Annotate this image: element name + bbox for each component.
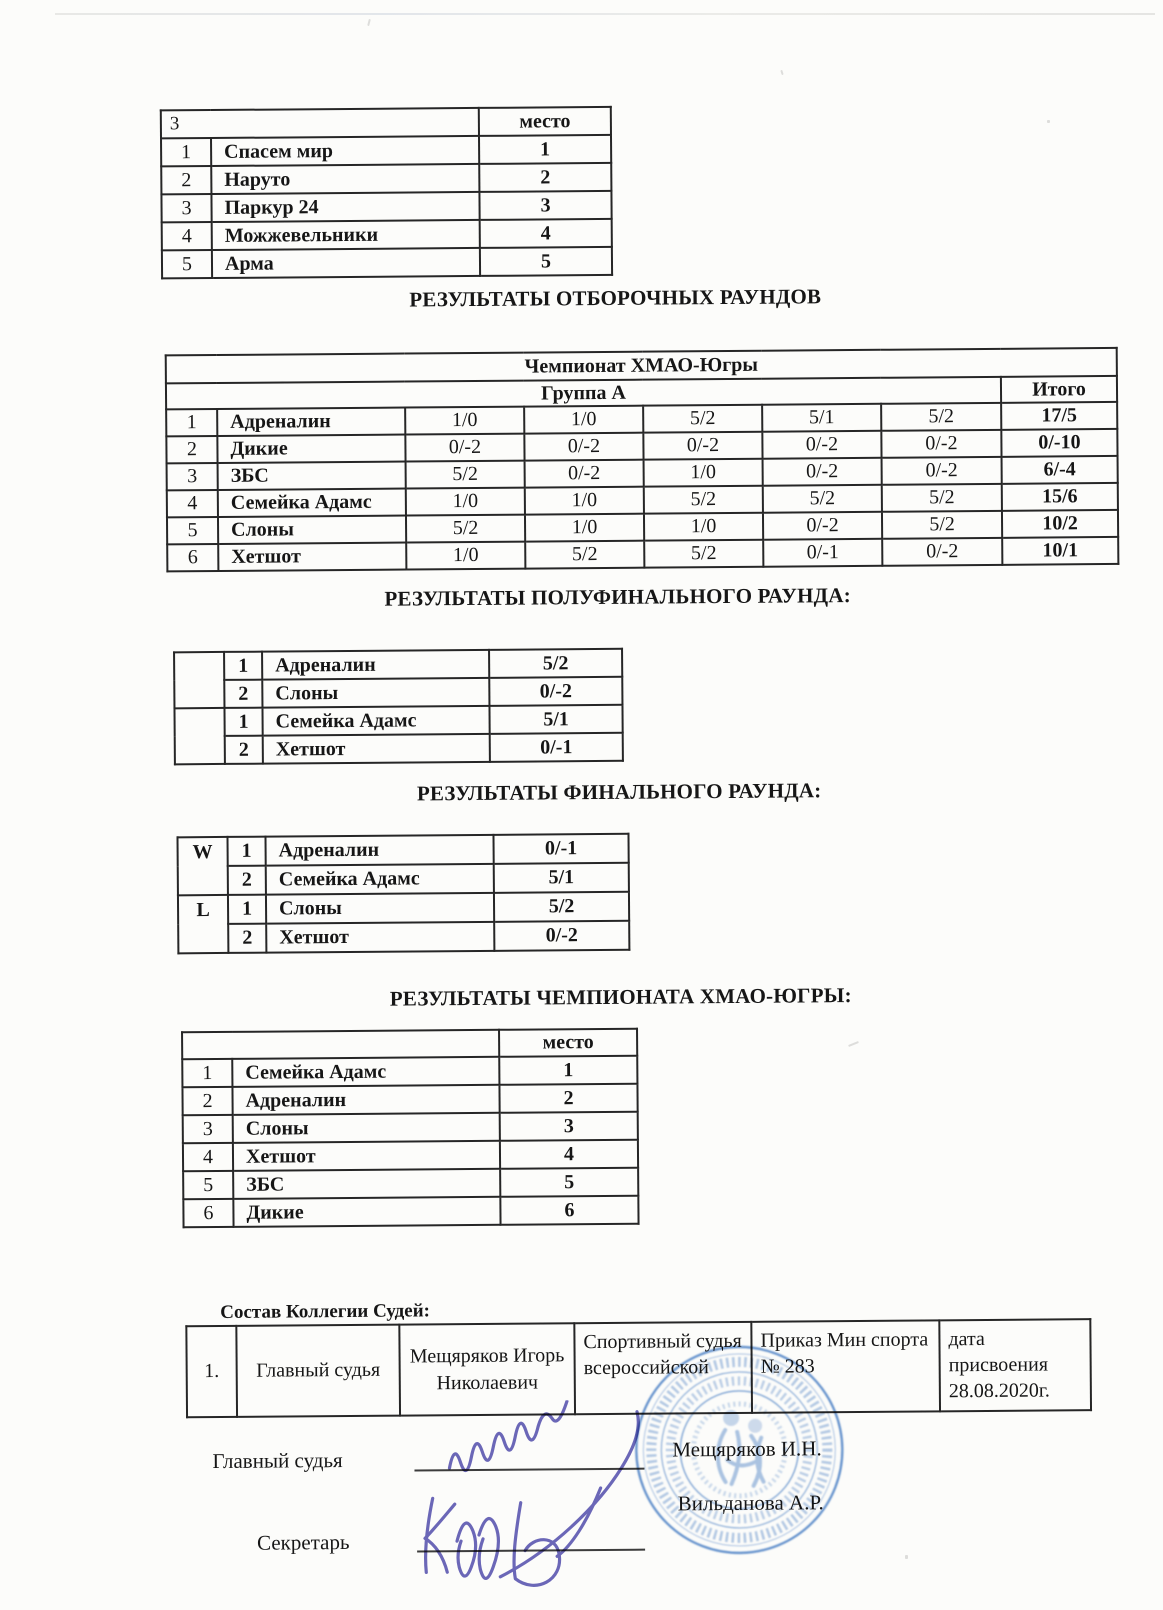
overall-places-table: [181, 1028, 640, 1229]
table-row: [162, 219, 612, 251]
table-row: [183, 1168, 638, 1200]
score-cell: 0/-2: [489, 677, 622, 706]
score-cell: 1/0: [406, 488, 525, 516]
judge-order-cell: Приказ Мин спорта № 283: [751, 1320, 940, 1412]
empty-bracket-cell: [174, 708, 224, 764]
row-number-cell: 1: [182, 1059, 232, 1087]
table-header-row: [182, 1029, 637, 1060]
row-number-cell: 5: [167, 517, 218, 544]
semifinal-table: [173, 648, 624, 766]
score-cell: 1/0: [524, 406, 643, 434]
team-name-cell: Можжевельники: [212, 220, 480, 250]
team-name-cell: Спасем мир: [211, 136, 479, 166]
row-number-cell: 4: [162, 222, 212, 250]
score-cell: 0/-2: [763, 512, 882, 540]
score-cell: 5/2: [763, 485, 882, 513]
table-row: [161, 191, 611, 223]
table-row: [174, 677, 622, 709]
chief-judge-name: Мещяряков И.Н.: [672, 1436, 822, 1462]
row-number-cell: 4: [183, 1143, 233, 1171]
team-name-cell: Слоны: [266, 893, 494, 924]
row-number-cell: 2: [182, 1087, 232, 1115]
score-cell: 1/0: [405, 407, 524, 435]
secretary-signature-label: Секретарь: [256, 1529, 350, 1555]
score-cell: 1/0: [644, 513, 763, 541]
table-row: [161, 135, 611, 167]
place-cell: 2: [479, 163, 611, 192]
score-cell: 5/1: [762, 404, 881, 432]
team-name-cell: Хетшот: [266, 922, 494, 953]
score-cell: 0/-1: [490, 733, 623, 762]
preliminary-places-table: [160, 106, 613, 280]
score-cell: 0/-2: [524, 433, 643, 461]
team-name-cell: Семейка Адамс: [262, 706, 489, 736]
judge-date-cell: дата присвоения 28.08.2020г.: [939, 1319, 1091, 1411]
score-cell: 1/0: [644, 459, 763, 487]
row-number-cell: 6: [167, 544, 218, 571]
judge-number-cell: 1.: [186, 1326, 237, 1417]
team-name-cell: Семейка Адамс: [218, 489, 406, 517]
group-round-table: [165, 347, 1120, 572]
total-cell: 17/5: [1001, 402, 1117, 430]
table-row: [182, 1056, 637, 1088]
place-cell: 1: [499, 1056, 637, 1085]
table-row: [178, 863, 629, 896]
row-number-cell: 3: [167, 463, 218, 490]
judge-name-cell: Мещяряков Игорь Николаевич: [399, 1323, 575, 1415]
corner-note-cell: 3: [161, 108, 479, 138]
empty-cell: [182, 1030, 499, 1059]
score-cell: 5/2: [644, 486, 763, 514]
team-name-cell: Хетшот: [233, 1141, 500, 1171]
team-name-cell: Адреналин: [232, 1085, 499, 1115]
score-cell: 5/2: [643, 405, 762, 433]
score-cell: 1/0: [525, 487, 644, 515]
team-name-cell: Адреналин: [217, 408, 405, 436]
semifinal-round-heading: РЕЗУЛЬТАТЫ ПОЛУФИНАЛЬНОГО РАУНДА:: [384, 583, 851, 611]
winner-bracket-cell: W: [177, 837, 227, 895]
table-row: [161, 163, 611, 195]
table-row: [183, 1112, 638, 1144]
row-number-cell: 2: [225, 736, 263, 764]
score-cell: 5/2: [489, 649, 622, 678]
loser-bracket-cell: L: [178, 895, 228, 953]
score-cell: 5/2: [525, 541, 644, 569]
table-row: [182, 1084, 637, 1116]
table-row: [174, 649, 622, 681]
total-header-cell: Итого: [1001, 376, 1117, 403]
score-cell: 1/0: [406, 542, 525, 570]
table-row: [175, 733, 623, 765]
score-cell: 0/-2: [882, 457, 1002, 485]
championship-title-cell: Чемпионат ХМАО-Югры: [166, 348, 1117, 383]
total-cell: 10/1: [1002, 537, 1118, 565]
row-number-cell: 1: [161, 138, 211, 166]
place-cell: 6: [500, 1196, 638, 1225]
row-number-cell: 1: [228, 895, 266, 924]
row-number-cell: 5: [162, 250, 212, 278]
row-number-cell: 3: [161, 194, 211, 222]
score-cell: 0/-2: [762, 431, 881, 459]
row-number-cell: 1: [224, 652, 262, 680]
team-name-cell: Паркур 24: [211, 192, 479, 222]
team-name-cell: Семейка Адамс: [266, 864, 494, 895]
score-cell: 0/-2: [881, 430, 1001, 458]
total-cell: 15/6: [1002, 483, 1118, 511]
table-header-row: [161, 107, 611, 139]
team-name-cell: Адреналин: [262, 650, 489, 680]
row-number-cell: 2: [166, 436, 217, 463]
championship-results-heading: РЕЗУЛЬТАТЫ ЧЕМПИОНАТА ХМАО-ЮГРЫ:: [389, 983, 852, 1011]
score-cell: 0/-2: [763, 458, 882, 486]
final-round-heading: РЕЗУЛЬТАТЫ ФИНАЛЬНОГО РАУНДА:: [416, 778, 822, 806]
team-name-cell: ЗБС: [218, 462, 406, 490]
score-cell: 0/-2: [882, 538, 1002, 566]
row-number-cell: 3: [183, 1115, 233, 1143]
place-cell: 2: [499, 1084, 637, 1113]
row-number-cell: 1: [224, 708, 262, 736]
team-name-cell: Слоны: [218, 516, 406, 544]
score-cell: 5/2: [494, 892, 629, 922]
judge-role-cell: Главный судья: [236, 1325, 400, 1417]
team-name-cell: Наруто: [211, 164, 479, 194]
score-cell: 5/2: [644, 540, 763, 568]
table-row: [162, 247, 612, 279]
group-label-cell: Группа А: [166, 377, 1001, 410]
team-name-cell: Дикие: [217, 435, 405, 463]
score-cell: 5/2: [882, 511, 1002, 539]
team-name-cell: Адреналин: [265, 835, 493, 866]
handwritten-signatures-ink: [404, 1399, 686, 1601]
score-cell: 5/2: [881, 403, 1001, 431]
place-cell: 4: [480, 219, 612, 248]
table-row: [178, 892, 629, 925]
place-cell: 5: [500, 1168, 638, 1197]
place-header-cell: место: [499, 1029, 637, 1057]
team-name-cell: Дикие: [233, 1197, 500, 1227]
row-number-cell: 5: [183, 1171, 233, 1199]
table-row: [178, 921, 629, 954]
team-name-cell: Арма: [212, 248, 480, 278]
row-number-cell: 2: [224, 680, 262, 708]
team-name-cell: Слоны: [233, 1113, 500, 1143]
row-number-cell: 6: [183, 1199, 233, 1227]
final-table: [176, 833, 630, 955]
team-name-cell: ЗБС: [233, 1169, 500, 1199]
table-row: [183, 1140, 638, 1172]
score-cell: 0/-2: [525, 460, 644, 488]
score-cell: 0/-2: [643, 432, 762, 460]
row-number-cell: 1: [166, 409, 217, 436]
score-cell: 5/2: [882, 484, 1002, 512]
table-row: [177, 834, 628, 867]
team-name-cell: Хетшот: [218, 543, 406, 571]
place-cell: 3: [479, 191, 611, 220]
place-header-cell: место: [479, 107, 611, 136]
judge-category-cell: Спортивный судья всероссийской: [574, 1322, 752, 1414]
row-number-cell: 2: [228, 866, 266, 895]
judges-panel-heading: Состав Коллегии Судей:: [220, 1300, 431, 1323]
total-cell: 10/2: [1002, 510, 1118, 538]
secretary-name: Вильданова А.Р.: [677, 1490, 824, 1516]
team-name-cell: Хетшот: [263, 734, 490, 764]
team-name-cell: Семейка Адамс: [232, 1057, 499, 1087]
team-name-cell: Слоны: [262, 678, 489, 708]
place-cell: 4: [500, 1140, 638, 1169]
score-cell: 5/2: [406, 461, 525, 489]
row-number-cell: 1: [227, 837, 265, 866]
total-cell: 0/-10: [1001, 429, 1117, 457]
qualifying-rounds-heading: РЕЗУЛЬТАТЫ ОТБОРОЧНЫХ РАУНДОВ: [409, 284, 822, 312]
table-row: [183, 1196, 638, 1228]
score-cell: 5/1: [494, 863, 629, 893]
table-row: [174, 705, 622, 737]
row-number-cell: 2: [228, 924, 266, 953]
row-number-cell: 2: [161, 166, 211, 194]
chief-judge-signature-label: Главный судья: [212, 1448, 343, 1474]
score-cell: 5/1: [489, 705, 622, 734]
total-cell: 6/-4: [1002, 456, 1118, 484]
score-cell: 1/0: [525, 514, 644, 542]
place-cell: 3: [500, 1112, 638, 1141]
place-cell: 5: [480, 247, 612, 276]
empty-bracket-cell: [174, 652, 224, 708]
place-cell: 1: [479, 135, 611, 164]
row-number-cell: 4: [167, 490, 218, 517]
score-cell: 0/-2: [494, 921, 629, 951]
score-cell: 0/-2: [405, 434, 524, 462]
score-cell: 0/-1: [763, 539, 882, 567]
score-cell: 5/2: [406, 515, 525, 543]
score-cell: 0/-1: [493, 834, 628, 864]
